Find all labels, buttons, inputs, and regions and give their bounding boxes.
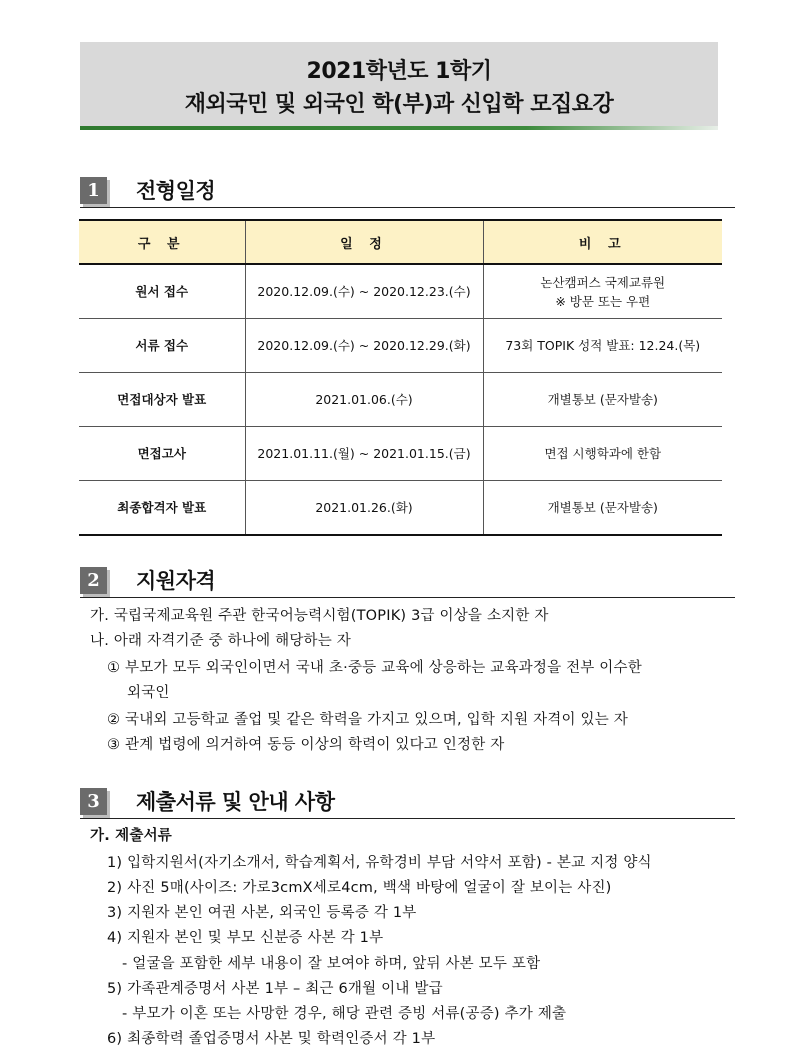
qualification-ga: 가. 국립국제교육원 주관 한국어능력시험(TOPIK) 3급 이상을 소지한 자 — [90, 608, 549, 624]
section-title: 제출서류 및 안내 사항 — [136, 790, 335, 814]
section-3-header — [80, 788, 735, 819]
document-title-line1: 2021학년도 1학기 — [306, 59, 492, 84]
section-title: 전형일정 — [136, 179, 216, 203]
document-subnote: - 얼굴을 포함한 세부 내용이 잘 보여야 하며, 앞뒤 사본 모두 포함 — [122, 956, 541, 972]
document-item: 3) 지원자 본인 여권 사본, 외국인 등록증 각 1부 — [107, 905, 417, 921]
row-category: 원서 접수 — [79, 264, 245, 319]
row-date: 2021.01.06.(수) — [245, 373, 483, 427]
row-date: 2020.12.09.(수) ~ 2020.12.23.(수) — [245, 264, 483, 319]
section-title: 지원자격 — [136, 569, 216, 593]
row-note: 면접 시행학과에 한함 — [483, 427, 722, 481]
schedule-header-row — [79, 220, 722, 264]
qualification-item-3: ③ 관계 법령에 의거하여 동등 이상의 학력이 있다고 인정한 자 — [107, 737, 505, 753]
table-row — [79, 373, 722, 427]
row-note: 개별통보 (문자발송) — [483, 373, 722, 427]
table-row — [79, 264, 722, 319]
schedule-table — [79, 219, 722, 536]
qualification-item-1: ① 부모가 모두 외국인이면서 국내 초·중등 교육에 상응하는 교육과정을 전부 이수한 — [107, 660, 642, 676]
qualification-item-1-cont: 외국인 — [127, 685, 170, 701]
row-category: 면접대상자 발표 — [79, 373, 245, 427]
row-date: 2021.01.11.(월) ~ 2021.01.15.(금) — [245, 427, 483, 481]
document-item: 5) 가족관계증명서 사본 1부 – 최근 6개월 이내 발급 — [107, 981, 443, 997]
document-title-line2: 재외국민 및 외국인 학(부)과 신입학 모집요강 — [184, 92, 614, 117]
document-item: 4) 지원자 본인 및 부모 신분증 사본 각 1부 — [107, 930, 384, 946]
document-title-box — [80, 42, 718, 126]
section-2-header — [80, 567, 735, 598]
column-header-date: 일 정 — [245, 220, 483, 264]
table-row — [79, 481, 722, 536]
column-header-note: 비 고 — [483, 220, 722, 264]
qualification-na: 나. 아래 자격기준 중 하나에 해당하는 자 — [90, 633, 351, 649]
title-underline-bar — [80, 126, 718, 130]
documents-heading: 가. 제출서류 — [90, 828, 172, 844]
row-note: 개별통보 (문자발송) — [483, 481, 722, 536]
document-subnote: - 부모가 이혼 또는 사망한 경우, 해당 관련 증빙 서류(공증) 추가 제출 — [122, 1006, 567, 1022]
document-item: 1) 입학지원서(자기소개서, 학습계획서, 유학경비 부담 서약서 포함) - 본교 지정 양식 — [107, 855, 652, 871]
qualification-item-2: ② 국내외 고등학교 졸업 및 같은 학력을 가지고 있으며, 입학 지원 자격이 있는 자 — [107, 712, 628, 728]
section-number-badge: 2 — [80, 567, 107, 594]
row-category: 최종합격자 발표 — [79, 481, 245, 536]
row-note-line2: ※ 방문 또는 우편 — [555, 293, 651, 309]
row-note-line1: 논산캠퍼스 국제교류원 — [540, 274, 666, 290]
row-note — [483, 264, 722, 319]
row-note: 73회 TOPIK 성적 발표: 12.24.(목) — [483, 319, 722, 373]
section-1-header — [80, 177, 735, 208]
document-item: 6) 최종학력 졸업증명서 사본 및 학력인증서 각 1부 — [107, 1031, 436, 1047]
row-category: 면접고사 — [79, 427, 245, 481]
section-number-badge: 3 — [80, 788, 107, 815]
row-category: 서류 접수 — [79, 319, 245, 373]
column-header-category: 구 분 — [79, 220, 245, 264]
row-date: 2021.01.26.(화) — [245, 481, 483, 536]
table-row — [79, 319, 722, 373]
document-item: 2) 사진 5매(사이즈: 가로3cmX세로4cm, 백색 바탕에 얼굴이 잘 보이는 사진) — [107, 880, 612, 896]
row-date: 2020.12.09.(수) ~ 2020.12.29.(화) — [245, 319, 483, 373]
table-row — [79, 427, 722, 481]
section-number-badge: 1 — [80, 177, 107, 204]
